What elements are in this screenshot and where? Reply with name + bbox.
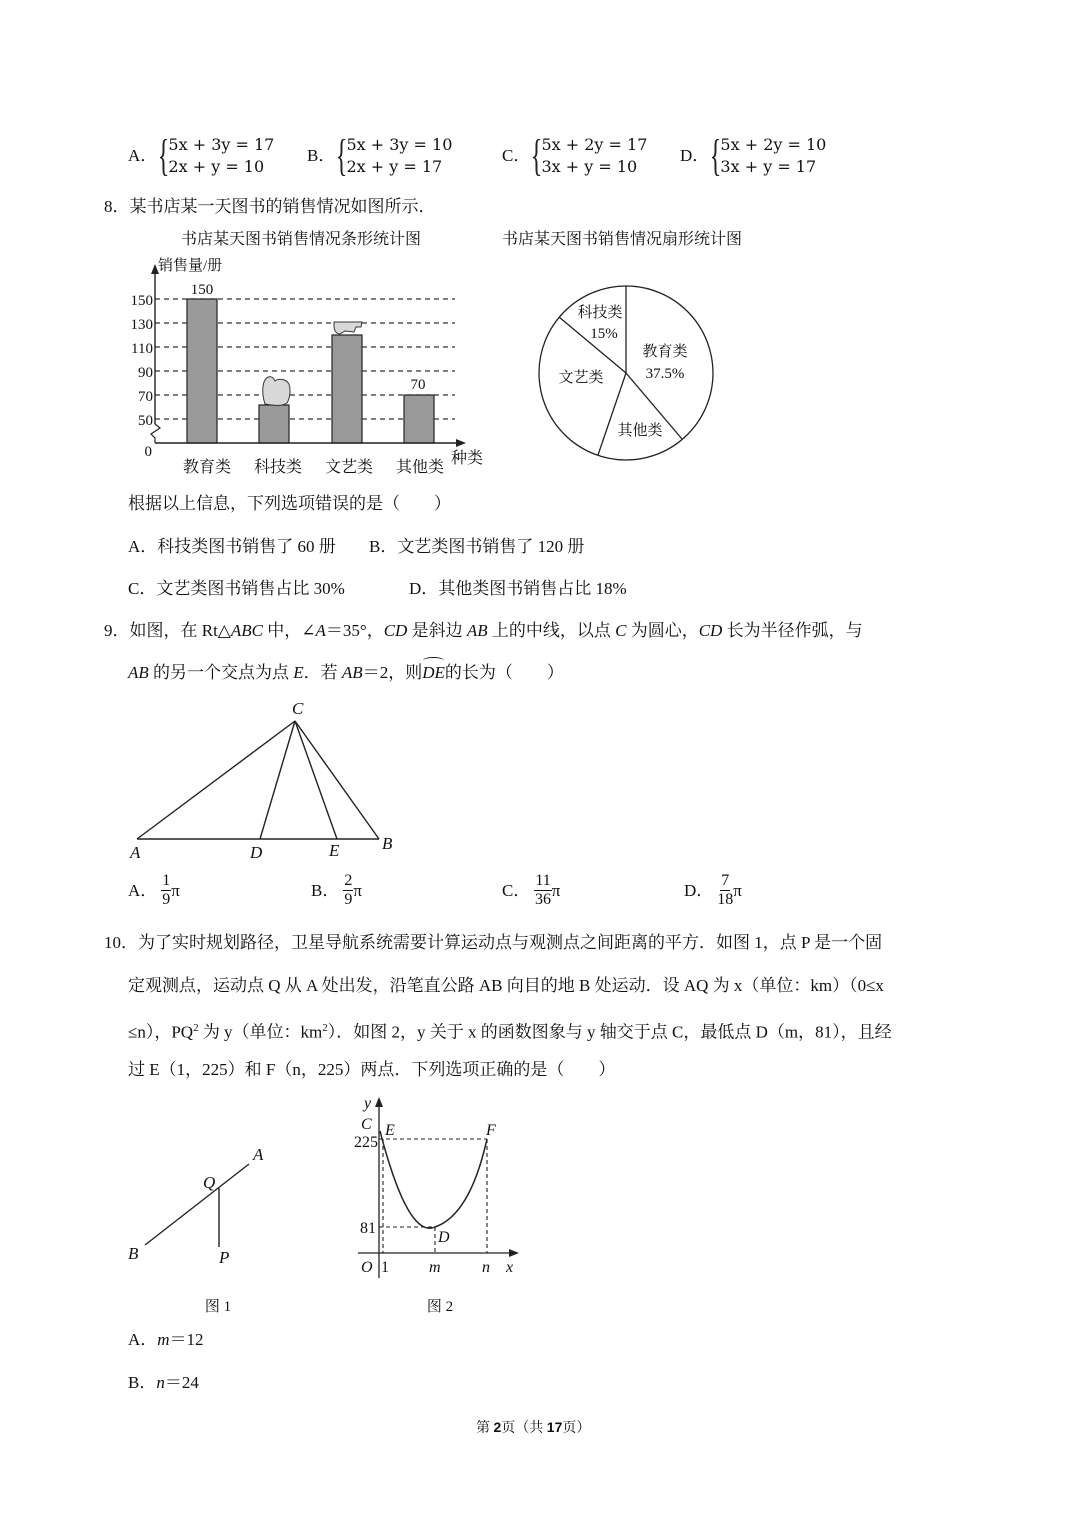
- svg-text:F: F: [486, 1122, 496, 1139]
- arc-icon: [423, 657, 444, 664]
- svg-text:70: 70: [138, 389, 153, 405]
- x-axis-arrow-icon: [509, 1249, 519, 1257]
- q10-stem-line2: 定观测点，运动点 Q 从 A 处出发，沿笔直公路 AB 向目的地 B 处运动．设 AQ 为 x（单位：km）（0≤x: [128, 976, 884, 995]
- svg-text:O: O: [361, 1259, 373, 1276]
- q9-stem-line2: AB 的另一个交点为点 E．若 AB＝2，则 DE的长为（ ）: [128, 662, 564, 684]
- q9-option-b: B． $\frac{2}{9}$ π: [311, 872, 362, 908]
- q10-figure-1: [120, 1130, 280, 1320]
- q7-option-c: C． { 5x + 2y = 17 3x + y = 10: [502, 131, 648, 180]
- bar-science: [259, 405, 289, 443]
- svg-text:P: P: [219, 1248, 230, 1267]
- svg-text:文艺类: 文艺类: [324, 459, 374, 476]
- svg-text:其他类: 其他类: [617, 423, 663, 439]
- q8-option-b: B．文艺类图书销售了 120 册: [369, 537, 585, 556]
- arc-de: DE: [422, 662, 445, 684]
- svg-text:150: 150: [190, 282, 214, 298]
- svg-text:A: A: [253, 1145, 264, 1164]
- q9-option-c: C． $\frac{11}{36}$ π: [502, 872, 561, 908]
- svg-text:y: y: [364, 1095, 372, 1112]
- q10-stem-line3: ≤n），$PQ^2$ 为 y（单位：$km^2$）．如图 2，y 关于 x 的函数图象与 y 轴交于点 C，最低点 D（m，81），且经: [128, 1022, 892, 1042]
- q10-figure-2: [350, 1090, 530, 1320]
- svg-text:15%: 15%: [590, 326, 618, 342]
- q8-option-a: A．科技类图书销售了 60 册: [128, 537, 336, 556]
- q9-option-d: D． $\frac{7}{18}$ π: [684, 872, 742, 908]
- parabola-curve: [380, 1131, 487, 1228]
- svg-text:科技类: 科技类: [253, 459, 303, 476]
- q10-stem-line4: 过 E（1，225）和 F（n，225）两点．下列选项正确的是（ ）: [128, 1060, 616, 1079]
- brace-icon: {: [336, 131, 348, 180]
- brace-icon: {: [158, 131, 170, 180]
- svg-text:m: m: [429, 1259, 441, 1276]
- svg-text:D: D: [250, 843, 263, 862]
- svg-text:D: D: [438, 1229, 450, 1246]
- q7-option-d: D． { 5x + 2y = 10 3x + y = 17: [680, 131, 827, 180]
- svg-text:科技类: 科技类: [577, 305, 623, 321]
- svg-text:70: 70: [410, 377, 426, 393]
- svg-text:其他类: 其他类: [395, 459, 445, 476]
- svg-text:教育类: 教育类: [182, 459, 232, 476]
- q8-stem: 8．某书店某一天图书的销售情况如图所示．: [104, 197, 436, 216]
- svg-text:150: 150: [130, 293, 153, 309]
- svg-text:C: C: [361, 1116, 372, 1133]
- q10-option-a: A．m＝12: [128, 1330, 204, 1349]
- svg-text:37.5%: 37.5%: [645, 366, 685, 382]
- q9-option-a: A． $\frac{1}{9}$ π: [128, 872, 180, 908]
- svg-text:x: x: [506, 1259, 514, 1276]
- svg-text:50: 50: [138, 413, 153, 429]
- svg-text:Q: Q: [203, 1173, 216, 1192]
- stain-science: [263, 377, 290, 406]
- page-footer: 第 2页（共 17页）: [476, 1419, 591, 1436]
- q7-option-b: B． { 5x + 3y = 10 2x + y = 17: [307, 131, 453, 180]
- pie-chart-title: 书店某天图书销售情况扇形统计图: [502, 231, 743, 248]
- svg-text:图 2: 图 2: [426, 1299, 454, 1315]
- svg-text:0: 0: [144, 444, 152, 460]
- pie-chart: [530, 280, 730, 470]
- y-axis-label: 销售量/册: [158, 258, 223, 274]
- svg-text:文艺类: 文艺类: [558, 370, 604, 386]
- q8-option-c: C．文艺类图书销售占比 30%: [128, 579, 345, 598]
- q8-option-d: D．其他类图书销售占比 18%: [409, 579, 627, 598]
- bar-other: [404, 395, 434, 443]
- svg-text:81: 81: [360, 1220, 376, 1237]
- svg-text:教育类: 教育类: [642, 344, 688, 360]
- q10-stem-line1: 10．为了实时规划路径，卫星导航系统需要计算运动点与观测点之间距离的平方．如图 1，点 P 是一个固: [104, 933, 883, 952]
- bar-chart-title: 书店某天图书销售情况条形统计图: [181, 231, 422, 248]
- svg-text:A: A: [130, 843, 141, 862]
- svg-text:B: B: [128, 1244, 139, 1263]
- brace-icon: {: [531, 131, 543, 180]
- q9-triangle-figure: [125, 695, 405, 865]
- svg-text:n: n: [482, 1259, 490, 1276]
- q7-option-a: A． { 5x + 3y = 17 2x + y = 10: [128, 131, 275, 180]
- brace-icon: {: [710, 131, 722, 180]
- svg-text:110: 110: [131, 341, 153, 357]
- q9-stem-line1: 9．如图，在 Rt△ABC 中，∠A＝35°，CD 是斜边 AB 上的中线，以点 C 为圆心，CD 长为半径作弧，与: [104, 621, 863, 640]
- svg-text:C: C: [292, 699, 304, 718]
- bar-arts: [332, 335, 362, 443]
- svg-text:E: E: [329, 841, 340, 860]
- x-axis-arrow-icon: [456, 439, 466, 447]
- svg-text:130: 130: [130, 317, 153, 333]
- bar-chart: [120, 250, 500, 485]
- svg-text:225: 225: [354, 1134, 378, 1151]
- svg-text:1: 1: [381, 1259, 389, 1276]
- bar-education: [187, 299, 217, 443]
- svg-text:90: 90: [138, 365, 153, 381]
- q10-option-b: B．n＝24: [128, 1373, 199, 1392]
- svg-text:图 1: 图 1: [204, 1299, 232, 1315]
- x-axis-label: 种类: [451, 450, 484, 467]
- svg-text:B: B: [382, 834, 393, 853]
- q8-question: 根据以上信息，下列选项错误的是（ ）: [128, 494, 451, 513]
- stain-arts: [334, 322, 362, 334]
- y-axis-arrow-icon: [375, 1097, 383, 1107]
- svg-text:E: E: [385, 1122, 395, 1139]
